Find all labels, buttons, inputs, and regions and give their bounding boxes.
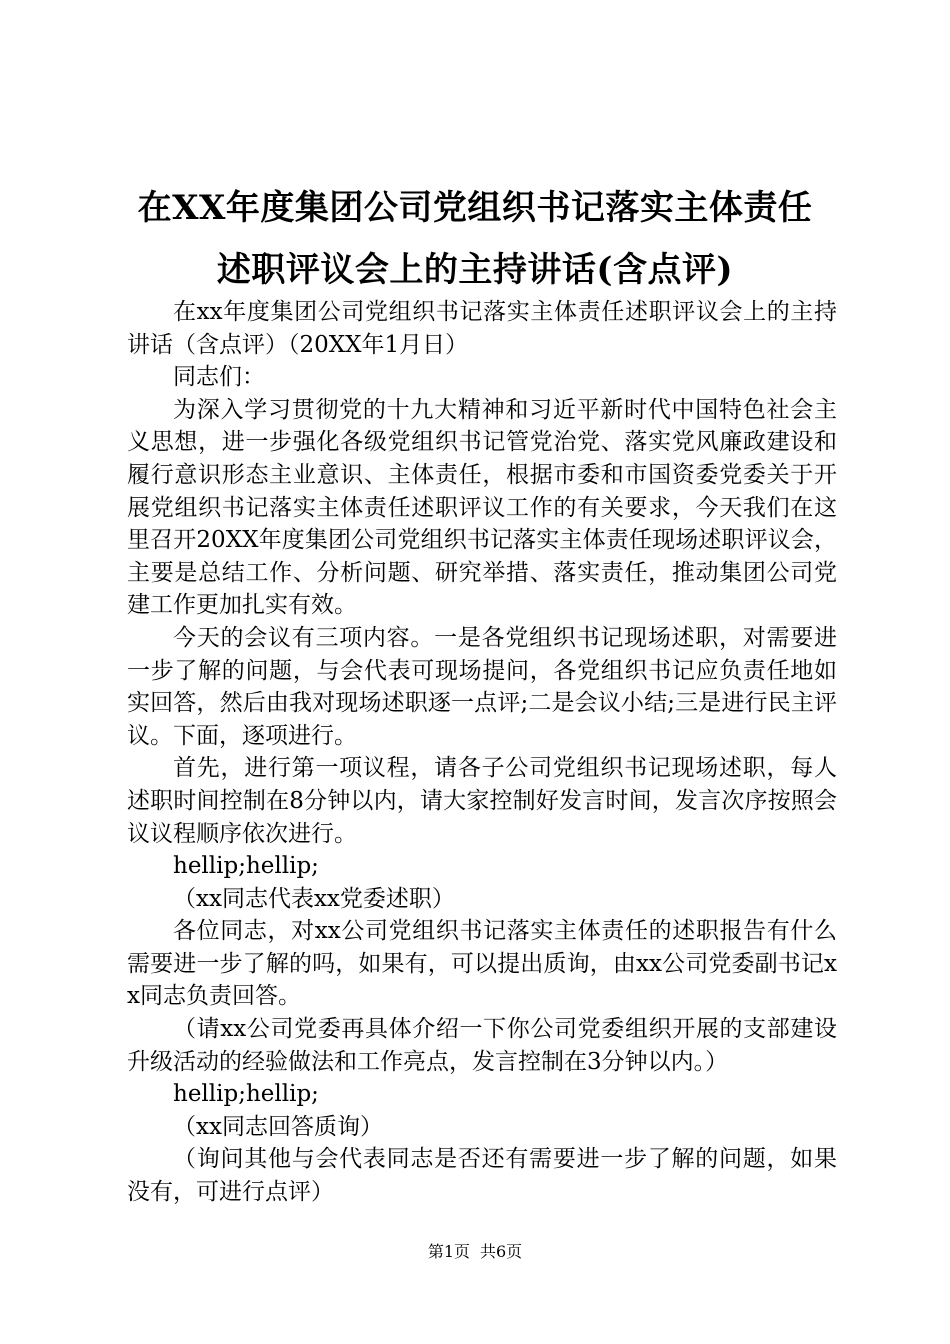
- document-title-line-2: 述职评议会上的主持讲话(含点评): [216, 250, 734, 290]
- paragraph-salutation: 同志们：: [173, 364, 265, 391]
- paragraph-closing-note: （询问其他与会代表同志是否还有需要进一步了解的问题，如果没有，可进行点评）: [127, 1146, 837, 1206]
- paragraph-agenda: 今天的会议有三项内容。一是各党组织书记现场述职，对需要进一步了解的问题，与会代表可现场提问，各党组织书记应负责任地如实回答，然后由我对现场述职逐一点评;二是会议小结;三是进行民主评议。下面，逐项进行。: [127, 624, 837, 749]
- paragraph-heading: 在xx年度集团公司党组织书记落实主体责任述职评议会上的主持讲话（含点评）（20XX年1月日）: [127, 299, 837, 358]
- paragraph-inquiry: 各位同志，对xx公司党组织书记落实主体责任的述职报告有什么需要进一步了解的吗，如果有，可以提出质询，由xx公司党委副书记xx同志负责回答。: [127, 918, 837, 1010]
- page-footer: [0, 1241, 950, 1263]
- paragraph-report-note: （xx同志代表xx党委述职）: [173, 885, 455, 912]
- page-total: 共6页: [480, 1242, 523, 1261]
- paragraph-purpose: 为深入学习贯彻党的十九大精神和习近平新时代中国特色社会主义思想，进一步强化各级党组织书记管党治党、落实党风廉政建设和履行意识形态主业意识、主体责任，根据市委和市国资委党委关于开展党组织书记落实主体责任述职评议工作的有关要求，今天我们在这里召开20XX年度集团公司党组织书记落实主体责任现场述职评议会，主要是总结工作、分析问题、研究举措、落实责任，推动集团公司党建工作更加扎实有效。: [127, 396, 837, 619]
- document-title-line-1: 在XX年度集团公司党组织书记落实主体责任: [137, 188, 813, 228]
- paragraph-question: （请xx公司党委再具体介绍一下你公司党委组织开展的支部建设升级活动的经验做法和工作亮点，发言控制在3分钟以内。）: [127, 1016, 837, 1075]
- paragraph-first-item: 首先，进行第一项议程，请各子公司党组织书记现场述职，每人述职时间控制在8分钟以内，请大家控制好发言时间，发言次序按照会议议程顺序依次进行。: [127, 755, 837, 847]
- paragraph-ellipsis: hellip;hellip;: [173, 853, 319, 880]
- page-number: 第1页: [427, 1242, 470, 1261]
- document-body: [127, 296, 837, 1209]
- paragraph-ellipsis: hellip;hellip;: [173, 1081, 319, 1108]
- paragraph-answer-note: （xx同志回答质询）: [173, 1113, 383, 1140]
